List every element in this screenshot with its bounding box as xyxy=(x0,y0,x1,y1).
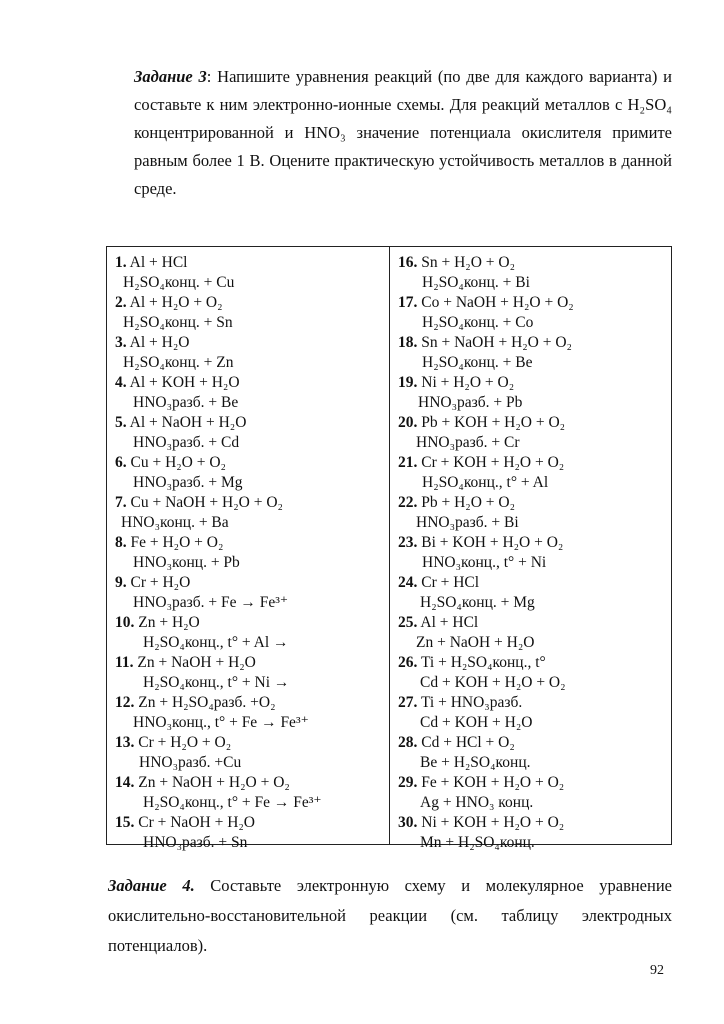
task-item-22-line-1 xyxy=(398,493,515,513)
task-item-10-line-2 xyxy=(143,633,289,653)
reaction-a: Al + HCl xyxy=(129,254,188,271)
task3-text: : Напишите уравнения реакций (по две для каждого варианта) и составьте к ним электронно-ионные схемы. Для реакций металлов с H₂SO₄ концентрированной и HNO₃ значение потенциала окислителя примите равным более 1 В. Оцените практическую устойчивость металлов в данной среде. xyxy=(134,67,672,198)
reaction-b: HNO₃разб. + Pb xyxy=(418,394,523,411)
reaction-a: Bi + KOH + H₂O + O₂ xyxy=(421,534,564,551)
task-item-14-line-2 xyxy=(143,793,322,813)
task-item-6-line-2 xyxy=(133,473,243,493)
reactions-table xyxy=(106,246,672,851)
task-item-14-line-1 xyxy=(115,773,290,793)
reaction-b: H₂SO₄конц. + Cu xyxy=(123,274,235,291)
reaction-b: H₂SO₄конц. + Bi xyxy=(422,274,530,291)
reaction-b: HNO₃разб. + Mg xyxy=(133,474,243,491)
task-item-19-line-1 xyxy=(398,373,514,393)
reaction-b: H₂SO₄конц. + Zn xyxy=(123,354,234,371)
task-item-15-line-2 xyxy=(143,833,247,853)
task-number: 20. xyxy=(398,414,418,431)
reaction-a: Cu + H₂O + O₂ xyxy=(130,454,226,471)
reaction-b: HNO₃разб. + Sn xyxy=(143,834,248,851)
reaction-b: H₂SO₄конц. + Co xyxy=(422,314,534,331)
reaction-b: HNO₃разб. + Cd xyxy=(133,434,240,451)
reaction-b: HNO₃конц. + Ba xyxy=(121,514,229,531)
reaction-a: Cr + H₂O xyxy=(130,574,191,591)
reaction-a: Zn + H₂SO₄разб. +O₂ xyxy=(138,694,276,711)
task-number: 23. xyxy=(398,534,418,551)
task-item-3-line-1 xyxy=(115,333,189,353)
reaction-a: Cr + NaOH + H₂O xyxy=(138,814,255,831)
reaction-b: H₂SO₄конц., t° + Al xyxy=(422,474,549,491)
task-number: 11. xyxy=(115,654,134,671)
reaction-a: Ti + HNO₃разб. xyxy=(420,694,523,711)
task-number: 22. xyxy=(398,494,418,511)
task-item-2-line-2 xyxy=(123,313,233,333)
task-number: 24. xyxy=(398,574,418,591)
task-number: 18. xyxy=(398,334,418,351)
task-item-7-line-1 xyxy=(115,493,283,513)
task-number: 10. xyxy=(115,614,135,631)
task-number: 1. xyxy=(115,254,127,271)
reaction-b: Zn + NaOH + H₂O xyxy=(416,634,535,651)
reaction-a: Fe + KOH + H₂O + O₂ xyxy=(421,774,565,791)
task-item-23-line-2 xyxy=(422,553,546,573)
task-item-16-line-1 xyxy=(398,253,515,273)
reaction-a: Cr + KOH + H₂O + O₂ xyxy=(421,454,565,471)
reaction-b: Cd + KOH + H₂O xyxy=(420,714,533,731)
task-item-8-line-1 xyxy=(115,533,223,553)
task-item-18-line-1 xyxy=(398,333,572,353)
task-item-27-line-2 xyxy=(420,713,532,733)
reaction-b: Cd + KOH + H₂O + O₂ xyxy=(420,674,566,691)
task-item-3-line-2 xyxy=(123,353,233,373)
task-item-30-line-1 xyxy=(398,813,564,833)
reaction-a: Al + H₂O + O₂ xyxy=(129,294,223,311)
page-number: 92 xyxy=(650,963,664,978)
task-item-10-line-1 xyxy=(115,613,200,633)
task-number: 21. xyxy=(398,454,418,471)
reaction-a: Cr + HCl xyxy=(421,574,480,591)
task-item-5-line-1 xyxy=(115,413,246,433)
reaction-b: H₂SO₄конц. + Be xyxy=(422,354,533,371)
task-item-2-line-1 xyxy=(115,293,223,313)
task-number: 7. xyxy=(115,494,127,511)
task-item-28-line-1 xyxy=(398,733,515,753)
task-item-12-line-2 xyxy=(133,713,309,733)
reaction-a: Pb + KOH + H₂O + O₂ xyxy=(421,414,566,431)
reaction-b: Mn + H₂SO₄конц. xyxy=(420,834,535,851)
task-item-23-line-1 xyxy=(398,533,563,553)
task3-paragraph xyxy=(134,63,672,203)
task-item-21-line-2 xyxy=(422,473,548,493)
reaction-a: Zn + NaOH + H₂O + O₂ xyxy=(138,774,290,791)
task-item-15-line-1 xyxy=(115,813,255,833)
reaction-a: Zn + NaOH + H₂O xyxy=(137,654,256,671)
reaction-b: HNO₃разб. +Cu xyxy=(139,754,242,771)
task-number: 4. xyxy=(115,374,127,391)
reaction-a: Al + HCl xyxy=(420,614,479,631)
reaction-b: HNO₃разб. + Fe → Fe³⁺ xyxy=(133,594,289,611)
task-number: 29. xyxy=(398,774,418,791)
task-item-1-line-1 xyxy=(115,253,188,273)
task-item-28-line-2 xyxy=(420,753,530,773)
reaction-a: Co + NaOH + H₂O + O₂ xyxy=(421,294,574,311)
task-item-20-line-2 xyxy=(416,433,520,453)
task-item-5-line-2 xyxy=(133,433,239,453)
task-number: 27. xyxy=(398,694,418,711)
task-item-26-line-2 xyxy=(420,673,566,693)
task-item-7-line-2 xyxy=(121,513,229,533)
left-column xyxy=(107,247,390,851)
task-item-26-line-1 xyxy=(398,653,546,673)
task-number: 3. xyxy=(115,334,127,351)
task-number: 12. xyxy=(115,694,135,711)
reaction-a: Sn + H₂O + O₂ xyxy=(421,254,515,271)
reaction-a: Fe + H₂O + O₂ xyxy=(130,534,224,551)
task-item-4-line-2 xyxy=(133,393,238,413)
task-item-12-line-1 xyxy=(115,693,276,713)
task-item-29-line-2 xyxy=(420,793,533,813)
task-item-21-line-1 xyxy=(398,453,564,473)
task3-label: Задание 3 xyxy=(134,67,207,86)
task-number: 14. xyxy=(115,774,135,791)
task-number: 19. xyxy=(398,374,418,391)
reaction-b: HNO₃конц. + Pb xyxy=(133,554,240,571)
task-number: 5. xyxy=(115,414,127,431)
task-item-17-line-1 xyxy=(398,293,574,313)
reaction-a: Ni + H₂O + O₂ xyxy=(421,374,515,391)
reaction-a: Cr + H₂O + O₂ xyxy=(138,734,232,751)
task-number: 6. xyxy=(115,454,127,471)
task-item-13-line-2 xyxy=(139,753,241,773)
task-number: 2. xyxy=(115,294,127,311)
task-number: 9. xyxy=(115,574,127,591)
task-number: 25. xyxy=(398,614,418,631)
reaction-b: H₂SO₄конц. + Mg xyxy=(420,594,535,611)
right-column xyxy=(390,247,672,851)
reaction-b: HNO₃конц., t° + Ni xyxy=(422,554,547,571)
reaction-a: Pb + H₂O + O₂ xyxy=(421,494,515,511)
task-number: 30. xyxy=(398,814,418,831)
task-item-6-line-1 xyxy=(115,453,226,473)
reaction-b: HNO₃разб. + Be xyxy=(133,394,239,411)
reaction-a: Sn + NaOH + H₂O + O₂ xyxy=(421,334,572,351)
reaction-b: HNO₃разб. + Cr xyxy=(416,434,520,451)
reaction-a: Al + KOH + H₂O xyxy=(129,374,240,391)
task-item-1-line-2 xyxy=(123,273,234,293)
task-number: 28. xyxy=(398,734,418,751)
reaction-a: Al + NaOH + H₂O xyxy=(129,414,247,431)
reaction-a: Ti + H₂SO₄конц., t° xyxy=(420,654,546,671)
task-item-27-line-1 xyxy=(398,693,522,713)
reaction-a: Zn + H₂O xyxy=(138,614,200,631)
task-number: 16. xyxy=(398,254,418,271)
reaction-b: HNO₃конц., t° + Fe → Fe³⁺ xyxy=(133,714,309,731)
task-item-11-line-1 xyxy=(115,653,256,673)
task-number: 17. xyxy=(398,294,418,311)
task-item-25-line-1 xyxy=(398,613,478,633)
reaction-a: Ni + KOH + H₂O + O₂ xyxy=(421,814,565,831)
task-item-11-line-2 xyxy=(143,673,289,693)
task-item-29-line-1 xyxy=(398,773,564,793)
reaction-b: H₂SO₄конц., t° + Ni → xyxy=(143,674,290,691)
task-number: 15. xyxy=(115,814,135,831)
task-number: 8. xyxy=(115,534,127,551)
task-item-4-line-1 xyxy=(115,373,240,393)
task-item-24-line-2 xyxy=(420,593,535,613)
task-item-18-line-2 xyxy=(422,353,532,373)
task-item-19-line-2 xyxy=(418,393,522,413)
reaction-b: H₂SO₄конц., t° + Fe → Fe³⁺ xyxy=(143,794,322,811)
task-item-25-line-2 xyxy=(416,633,534,653)
task-item-30-line-2 xyxy=(420,833,535,853)
task4-paragraph xyxy=(108,871,672,961)
task-item-9-line-1 xyxy=(115,573,190,593)
task-item-17-line-2 xyxy=(422,313,533,333)
task4-label: Задание 4. xyxy=(108,876,195,895)
task-item-24-line-1 xyxy=(398,573,479,593)
task-number: 13. xyxy=(115,734,135,751)
reaction-a: Cu + NaOH + H₂O + O₂ xyxy=(130,494,283,511)
reaction-b: H₂SO₄конц. + Sn xyxy=(123,314,233,331)
task-item-16-line-2 xyxy=(422,273,530,293)
task-item-8-line-2 xyxy=(133,553,240,573)
reaction-b: HNO₃разб. + Bi xyxy=(416,514,519,531)
reaction-b: Be + H₂SO₄конц. xyxy=(420,754,531,771)
task4-text: Составьте электронную схему и молекулярное уравнение окислительно-восстановительной реакции (см. таблицу электродных потенциалов). xyxy=(108,876,672,955)
reaction-a: Cd + HCl + O₂ xyxy=(421,734,515,751)
task-item-13-line-1 xyxy=(115,733,231,753)
task-item-20-line-1 xyxy=(398,413,565,433)
task-item-22-line-2 xyxy=(416,513,519,533)
task-item-9-line-2 xyxy=(133,593,288,613)
reaction-a: Al + H₂O xyxy=(129,334,190,351)
reaction-b: H₂SO₄конц., t° + Al → xyxy=(143,634,289,651)
reaction-b: Ag + HNO₃ конц. xyxy=(420,794,534,811)
task-number: 26. xyxy=(398,654,418,671)
